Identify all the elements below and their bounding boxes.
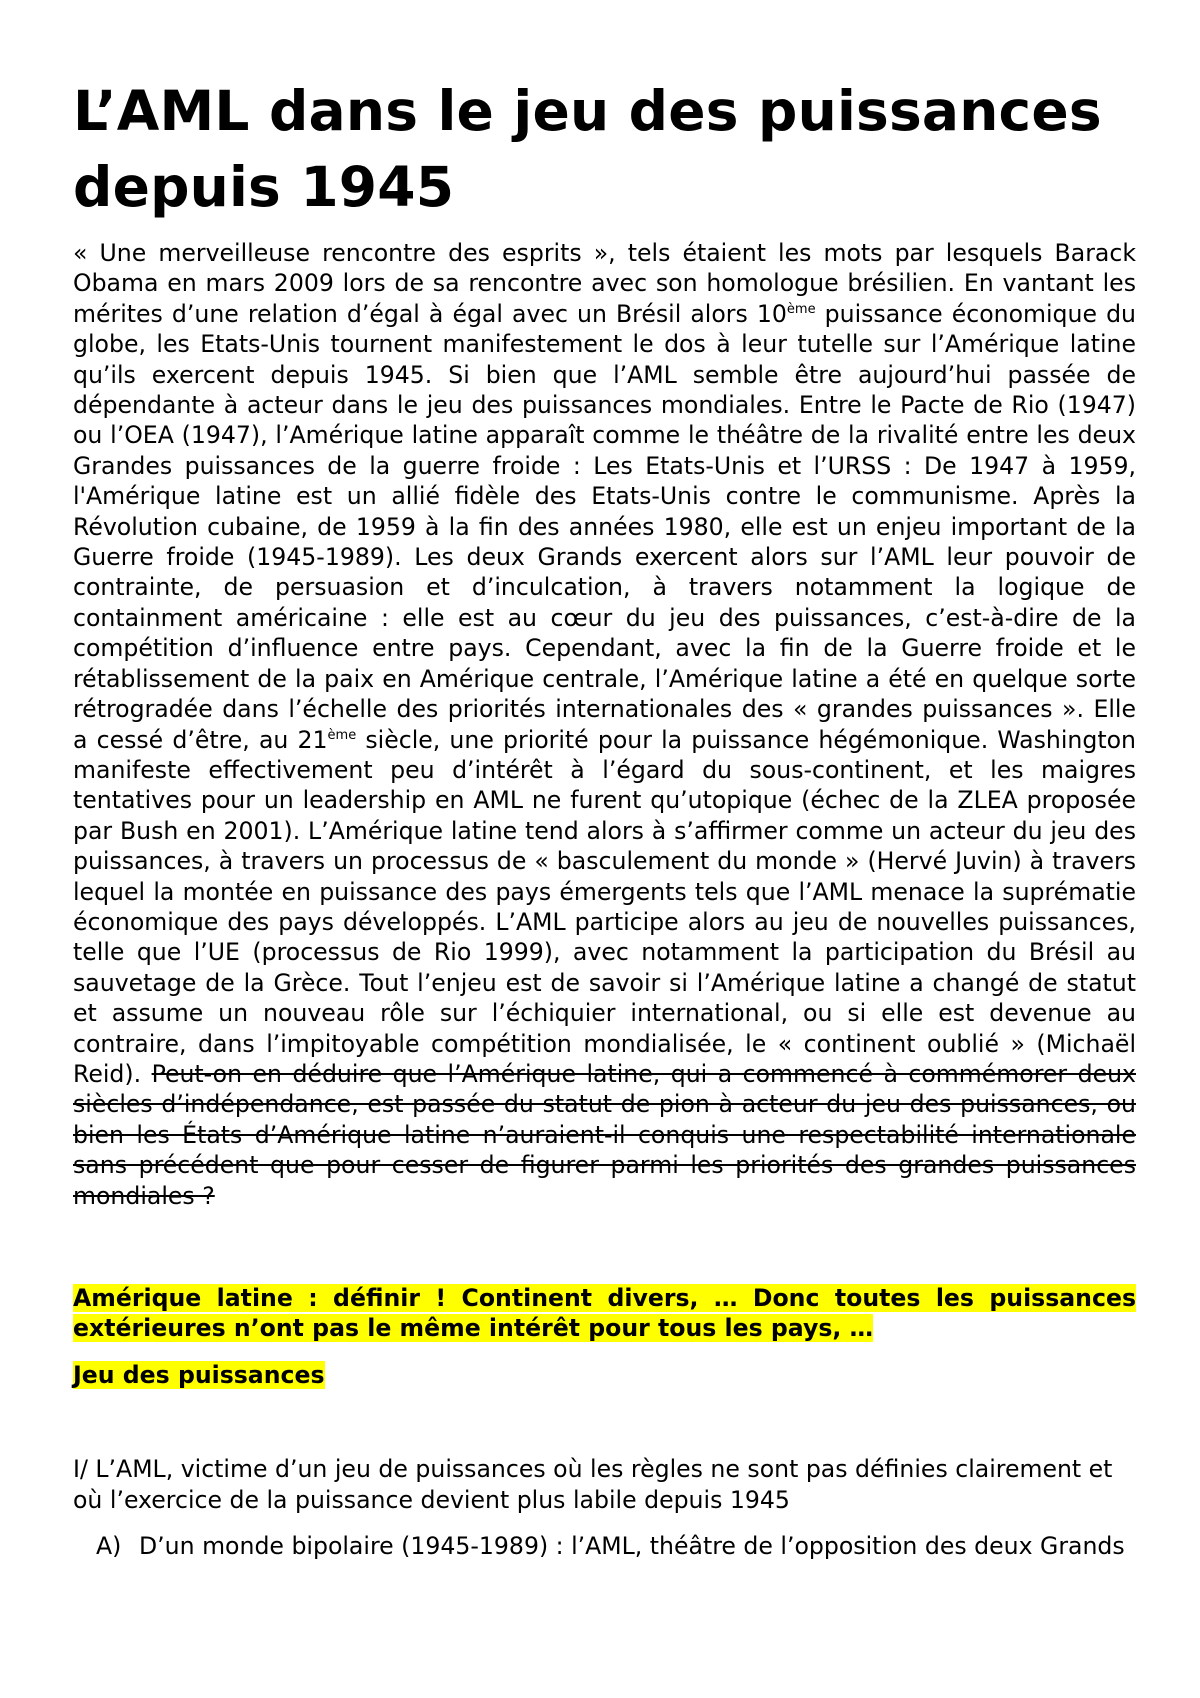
subsection-a — [73, 1531, 1136, 1561]
superscript-ordinal: ème — [327, 727, 357, 743]
document-title: L’AML dans le jeu des puissances depuis 1945 — [73, 79, 1102, 219]
intro-text-2: puissance économique du globe, les Etats-Unis tournent manifestement le dos à leur tutelle sur l’Amérique latine qu’ils exercent depuis 1945. Si bien que l’AML semble être aujourd’hui passée de dépendante à acteur dans le jeu des puissances mondiales. Entre le Pacte de Rio (1947) ou l’OEA (1947), l’Amérique latine apparaît comme le théâtre de la rivalité entre les deux Grandes puissances de la guerre froide : Les Etats-Unis et l’URSS : De 1947 à 1959, l'Amérique latine est un allié fidèle des Etats-Unis contre le communisme. Après la Révolution cubaine, de 1959 à la fin des années 1980, elle est un enjeu important de la Guerre froide (1945-1989). Les deux Grands exercent alors sur l’AML leur pouvoir de contrainte, de persuasion et d’inculcation, à travers notamment la logique de containment américaine : elle est au cœur du jeu des puissances, c’est-à-dire de la compétition d’influence entre pays. Cependant, avec la fin de la Guerre froide et le rétablissement de la paix en Amérique centrale, l’Amérique latine a été en quelque sorte rétrogradée dans l’échelle des priorités internationales des « grandes puissances ». Elle a cessé d’être, au 21 — [73, 299, 1137, 754]
intro-text-1: « Une merveilleuse rencontre des esprits », tels étaient les mots par lesquels Barack Obama en mars 2009 lors de sa rencontre avec son homologue brésilien. En vantant les mérites d’une relation d’égal à égal avec un Brésil alors 10 — [73, 239, 1136, 328]
intro-paragraph — [73, 238, 1136, 1211]
highlighted-text: Jeu des puissances — [73, 1360, 325, 1389]
highlight-note-definition — [73, 1283, 1136, 1344]
struck-question: Peut-on en déduire que l’Amérique latine, qui a commencé à commémorer deux siècles d’indépendance, est passée du statut de pion à acteur du jeu des puissances, ou bien les États d’Amérique latine n’auraient-il conquis une respectabilité internationale sans précédent que pour cesser de figurer parmi les priorités des grandes puissances mondiales ? — [73, 1059, 1136, 1210]
intro-text-3: siècle, une priorité pour la puissance hégémonique. Washington manifeste effectivement peu d’intérêt à l’égard du sous-continent, et les maigres tentatives pour un leadership en AML ne furent qu’utopique (échec de la ZLEA proposée par Bush en 2001). L’Amérique latine tend alors à s’affirmer comme un acteur du jeu des puissances, à travers un processus de « basculement du monde » (Hervé Juvin) à travers lequel la montée en puissance des pays émergents tels que l’AML menace la suprématie économique des pays développés. L’AML participe alors au jeu de nouvelles puissances, telle que l’UE (processus de Rio 1999), avec notamment la participation du Brésil au sauvetage de la Grèce. Tout l’enjeu est de savoir si l’Amérique latine a changé de statut et assume un nouveau rôle sur l’échiquier international, ou si elle est devenue au contraire, dans l’impitoyable compétition mondialisée, le « continent oublié » (Michaël Reid). — [73, 725, 1137, 1088]
section-heading-1: I/ L’AML, victime d’un jeu de puissances où les règles ne sont pas définies clairement et où l’exercice de la puissance devient plus labile depuis 1945 — [73, 1455, 1113, 1514]
subsection-title: D’un monde bipolaire (1945-1989) : l’AML, théâtre de l’opposition des deux Grands — [139, 1532, 1125, 1561]
list-marker: A) — [96, 1532, 122, 1561]
superscript-ordinal: ème — [786, 301, 816, 317]
highlight-note-keyword — [73, 1360, 1136, 1390]
highlighted-text: Amérique latine : définir ! Continent divers, … Donc toutes les puissances extérieures n’ont pas le même intérêt pour tous les pays, … — [73, 1284, 1136, 1343]
